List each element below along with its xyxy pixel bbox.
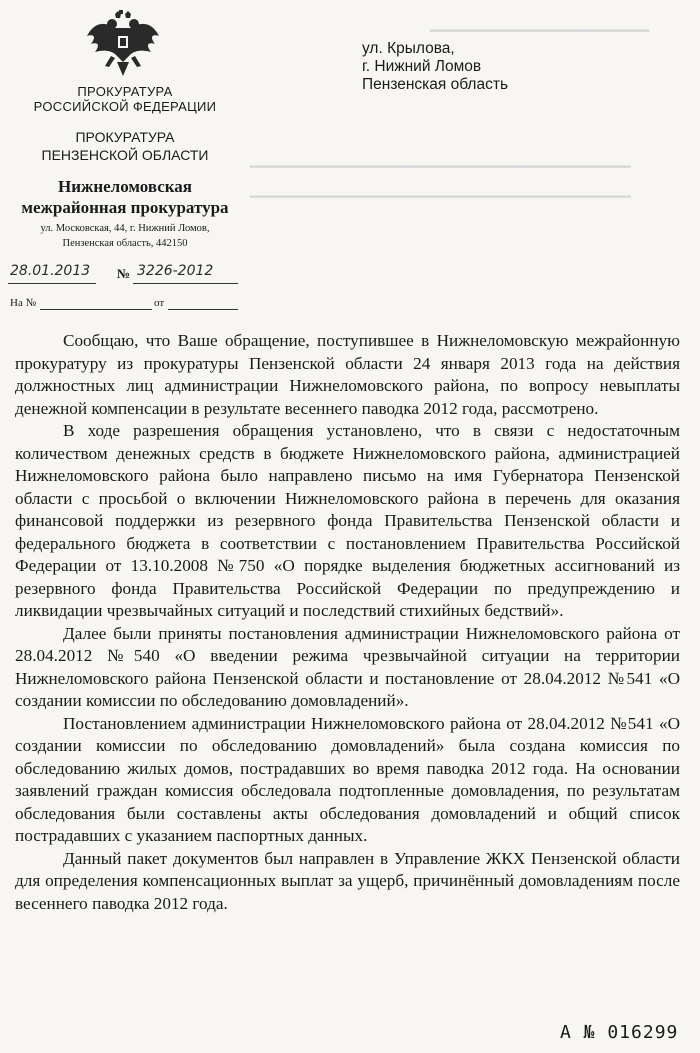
paragraph-5: Данный пакет документов был направлен в Управление ЖКХ Пензенской области для определения компенсационных выплат за ущерб, причинённый домовладениям после весеннего паводка 2012 года.: [15, 848, 680, 913]
number-sign: №: [117, 266, 131, 281]
header-line-penza-region: ПЕНЗЕНСКОЙ ОБЛАСТИ: [41, 147, 209, 163]
reply-date-line: [168, 309, 238, 310]
paragraph-2: В ходе разрешения обращения установлено, что в связи с недостаточным количеством денежных средств в бюджете Нижнеломовского района, администрацией Нижнеломовского района было направлено письмо на имя Губернатора Пензенской области с просьбой о включении Нижнеломовского района в перечень для оказания финансовой поддержки из резервного фонда Правительства Пензенской области и федерального бюджета в соответствии с постановлением Правительства Российской Федерации от 13.10.2008 №750 «О порядке выделения бюджетных ассигнований из резервного фонда Правительства Российской Федерации по предупреждению и ликвидации чрезвычайных ситуаций и последствий стихийных бедствий».: [15, 421, 680, 620]
recipient-city: г. Нижний Ломов: [362, 58, 482, 75]
letter-body: [15, 330, 680, 915]
bleed-through: ▁▁▁▁▁▁▁▁▁▁▁▁▁▁▁▁▁▁▁: [430, 16, 650, 32]
header-address-line2: Пензенская область, 442150: [62, 238, 188, 249]
header-line-prokuratura: ПРОКУРАТУРА: [77, 84, 173, 99]
recipient-street: ул. Крылова,: [362, 40, 455, 57]
bleed-through: ▁▁▁▁▁▁▁▁▁▁▁▁▁▁▁▁▁▁▁▁▁▁▁▁▁▁▁▁▁▁▁▁▁: [250, 152, 631, 168]
header-line-rf: РОССИЙСКОЙ ФЕДЕРАЦИИ: [33, 99, 217, 114]
header-address-line1: ул. Московская, 44, г. Нижний Ломов,: [40, 223, 210, 234]
paragraph-3: Далее были приняты постановления администрации Нижнеломовского района от 28.04.2012 №540 «О введении режима чрезвычайной ситуации на территории Нижнеломовского района Пензенской области и постановление от 28.04.2012 №541 «О создании комиссии по обследованию домовладений».: [15, 623, 680, 710]
header-line-prokuratura-2: ПРОКУРАТУРА: [75, 129, 175, 145]
registration-number: 3226-2012: [137, 263, 214, 279]
bleed-through: ▁▁▁▁▁▁▁▁▁▁▁▁▁▁▁▁▁▁▁▁▁▁▁▁▁▁▁▁▁▁▁▁▁: [250, 182, 631, 198]
reply-to-label: На №: [10, 297, 37, 309]
date-underline: [8, 283, 96, 284]
form-serial-number: А № 016299: [560, 1022, 679, 1043]
number-underline: [133, 283, 238, 284]
coat-of-arms-emblem: [85, 10, 161, 78]
registration-date: 28.01.2013: [10, 263, 91, 279]
reply-from-label: от: [154, 297, 165, 309]
reply-number-line: [40, 309, 152, 310]
header-office-type: межрайонная прокуратура: [21, 198, 229, 217]
recipient-region: Пензенская область: [362, 76, 509, 93]
recipient-address: [362, 40, 508, 94]
header-office-name: Нижнеломовская: [58, 177, 192, 196]
paragraph-1: Сообщаю, что Ваше обращение, поступившее в Нижнеломовскую межрайонную прокуратуру из прокуратуры Пензенской области 24 января 2013 года на действия должностных лиц администрации Нижнеломовского района, по вопросу невыплаты денежной компенсации в результате весеннего паводка 2012 года, рассмотрено.: [15, 331, 680, 418]
paragraph-4: Постановлением администрации Нижнеломовского района от 28.04.2012 №541 «О создании комиссии по обследованию домовладений» была создана комиссия по обследованию жилых домов, пострадавших во время паводка 2012 года. На основании заявлений граждан комиссия обследовала подтопленные домовладения, по результатам обследования были составлены акты обследования домовладений и общий список пострадавших с указанием паспортных данных.: [15, 713, 680, 845]
